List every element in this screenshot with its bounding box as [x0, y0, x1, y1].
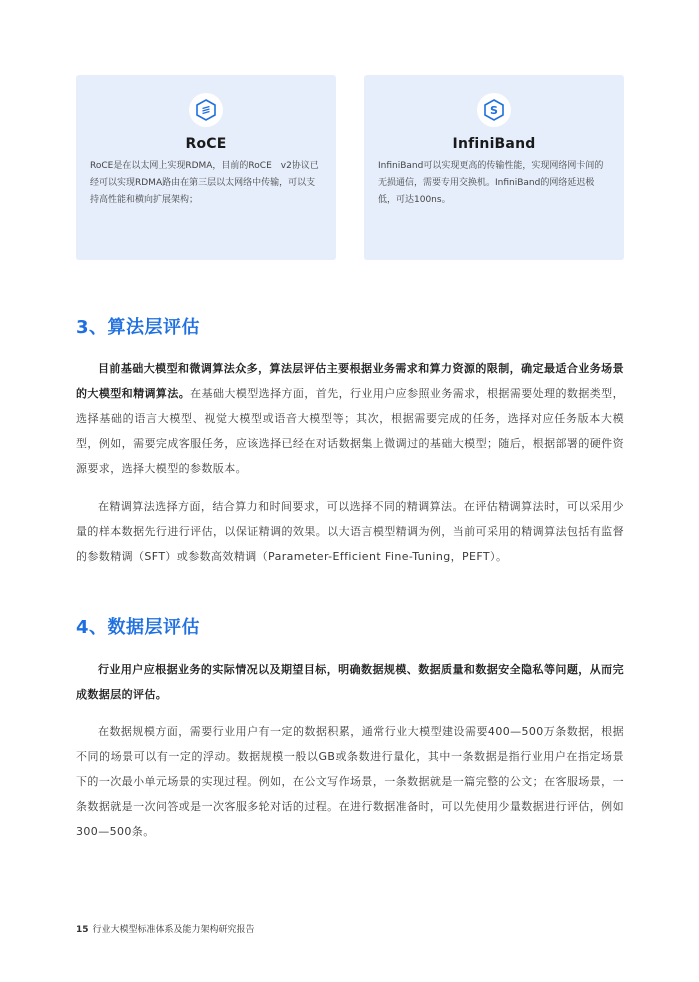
paragraph-bold-lead: 行业用户应根据业务的实际情况以及期望目标，明确数据规模、数据质量和数据安全隐私等问题，从而完成数据层的评估。 [76, 663, 624, 701]
roce-icon [189, 93, 223, 127]
paragraph-body: 在基础大模型选择方面，首先，行业用户应参照业务需求，根据需要处理的数据类型，选择基础的语言大模型、视觉大模型或语音大模型等；其次，根据需要完成的任务，选择对应任务版本大模型，例如，需要完成客服任务，应该选择已经在对话数据集上微调过的基础大模型；随后，根据部署的硬件资源要求，选择大模型的参数版本。 [76, 387, 624, 475]
paragraph: 在精调算法选择方面，结合算力和时间要求，可以选择不同的精调算法。在评估精调算法时，可以采用少量的样本数据先行进行评估，以保证精调的效果。以大语言模型精调为例，当前可采用的精调算法包括有监督的参数精调（SFT）或参数高效精调（Parameter-Efficient Fine-Tuning，PEFT）。 [76, 500, 624, 563]
svg-text:S: S [490, 104, 498, 117]
card-roce [76, 75, 336, 260]
paragraph-bold-lead: 目前基础大模型和微调算法众多，算法层评估主要根据业务需求和算力资源的限制，确定最适合业务场景的大模型和精调算法。 [76, 362, 624, 400]
card-infiniband [364, 75, 624, 260]
page-footer [76, 922, 255, 935]
infiniband-icon [477, 93, 511, 127]
section-title-algorithm: 3、算法层评估 [76, 317, 201, 338]
card-description: InfiniBand可以实现更高的传输性能，实现网络网卡间的无损通信，需要专用交换机。InfiniBand的网络延迟极低，可达100ns。 [378, 161, 604, 205]
card-title: InfiniBand [452, 136, 536, 152]
paragraph: 在数据规模方面，需要行业用户有一定的数据积累，通常行业大模型建设需要400—500万条数据，根据不同的场景可以有一定的浮动。数据规模一般以GB或条数进行量化，其中一条数据是指行业用户在指定场景下的一次最小单元场景的实现过程。例如，在公文写作场景，一条数据就是一篇完整的公文；在客服场景，一条数据就是一次问答或是一次客服多轮对话的过程。在进行数据准备时，可以先使用少量数据进行评估，例如300—500条。 [76, 725, 624, 838]
card-description: RoCE是在以太网上实现RDMA，目前的RoCE v2协议已经可以实现RDMA路由在第三层以太网络中传输，可以支持高性能和横向扩展架构； [90, 161, 319, 205]
tech-cards [76, 75, 624, 260]
paragraph [76, 657, 624, 707]
section-title-data: 4、数据层评估 [76, 617, 201, 638]
page-number: 15 [76, 925, 89, 935]
report-title: 行业大模型标准体系及能力架构研究报告 [92, 925, 255, 935]
card-title: RoCE [185, 136, 227, 152]
paragraph [76, 356, 624, 481]
